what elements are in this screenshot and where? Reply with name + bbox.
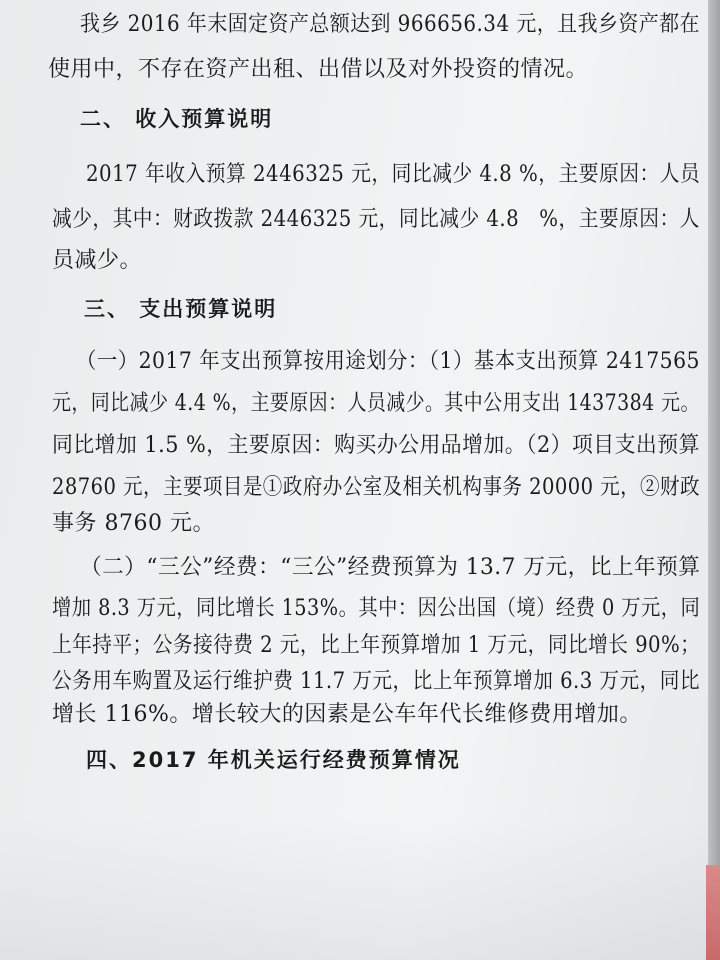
- underlying-page-edge: [708, 0, 720, 960]
- body-text-line: 我乡 2016 年末固定资产总额达到 966656.34 元，且我乡资产都在: [80, 12, 700, 37]
- body-text-line: 减少，其中：财政拨款 2446325 元，同比减少 4.8 %，主要原因：人: [52, 207, 700, 232]
- body-text-line: 元，同比减少 4.4 %，主要原因：人员减少。其中公用支出 1437384 元。: [52, 391, 700, 416]
- body-text-line: 事务 8760 元。: [52, 511, 215, 536]
- paper-shadow: [0, 820, 708, 960]
- body-text-line: （二）“三公”经费：“三公”经费预算为 13.7 万元，比上年预算: [80, 555, 701, 580]
- body-text-line: （一）2017 年支出预算按用途划分：（1）基本支出预算 2417565: [76, 349, 700, 374]
- body-text-line: 公务用车购置及运行维护费 11.7 万元，比上年预算增加 6.3 万元，同比: [52, 669, 700, 694]
- body-text-line: 2017 年收入预算 2446325 元，同比减少 4.8 %，主要原因：人员: [86, 162, 701, 187]
- section-heading-operating-costs: 四、2017 年机关运行经费预算情况: [86, 748, 461, 772]
- section-heading-income: 二、 收入预算说明: [80, 107, 274, 131]
- body-text-line: 上年持平；公务接待费 2 元，比上年预算增加 1 万元，同比增长 90%；: [52, 633, 701, 658]
- body-text-line: 员减少。: [52, 248, 143, 273]
- body-text-line: 同比增加 1.5 %，主要原因：购买办公用品增加。（2）项目支出预算: [52, 433, 700, 458]
- body-text-line: 28760 元，主要项目是①政府办公室及相关机构事务 20000 元，②财政: [52, 475, 700, 500]
- red-folder-corner: [706, 865, 720, 960]
- section-heading-expenditure: 三、 支出预算说明: [84, 297, 278, 321]
- body-text-line: 增长 116%。增长较大的因素是公车年代长维修费用增加。: [52, 702, 642, 727]
- body-text-line: 增加 8.3 万元，同比增长 153%。其中：因公出国（境）经费 0 万元，同: [52, 596, 701, 621]
- body-text-line: 使用中，不存在资产出租、出借以及对外投资的情况。: [48, 57, 589, 82]
